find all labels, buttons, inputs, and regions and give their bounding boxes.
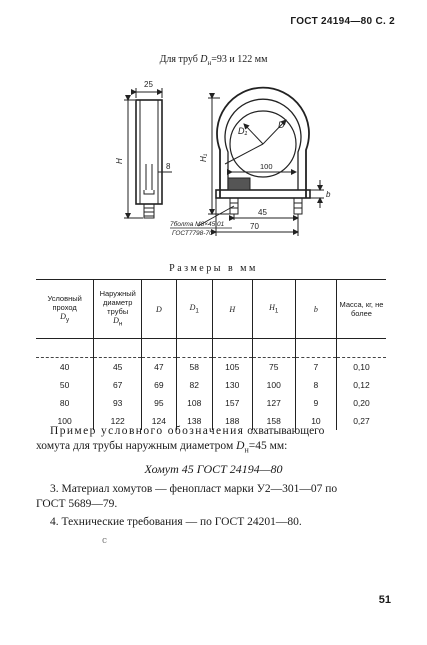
col-header-h1: $H_1$	[252, 280, 295, 339]
figure-caption: Для труб $D_н=93$ и 122 мм	[159, 54, 268, 67]
col-header-b: b	[295, 280, 336, 339]
sizes-table	[36, 279, 386, 430]
col-header-h: H	[212, 280, 252, 339]
page-header: ГОСТ 24194—80 С. 2	[290, 16, 395, 27]
page-number: 51	[378, 594, 391, 606]
col-header-d1: $D_1$	[176, 280, 212, 339]
dim-b: b	[326, 190, 331, 199]
col-header-mass: Масса, кг, не более	[336, 280, 386, 339]
table-header-row	[36, 280, 386, 339]
col-header-du: Условный проход $D_у$	[36, 280, 94, 339]
stray-mark: ⅽ	[102, 535, 108, 545]
requirements-paragraph: 4. Технические требования — по ГОСТ 24201—80.	[50, 516, 302, 528]
example-paragraph: Пример условного обозначения охватывающего хомута для трубы наружным диаметром $D_н=45$ мм:	[36, 425, 325, 455]
sizes-table-wrap	[36, 279, 386, 430]
dim-H: H	[115, 158, 124, 164]
col-header-d: D	[142, 280, 176, 339]
material-paragraph: 3. Материал хомутов — фенопласт марки У2—301—07 по ГОСТ 5689—79.	[36, 483, 338, 510]
col-header-dn: Наружный диаметр трубы $D_н$	[94, 280, 142, 339]
designation-formula: Хомут 45 ГОСТ 24194—80	[144, 462, 283, 476]
clamp-drawing	[80, 68, 350, 248]
dim-70: 70	[250, 222, 259, 231]
table-row: 40 45 47 58 105 75 7 0,10	[36, 358, 386, 377]
dim-100: 100	[260, 162, 273, 171]
dim-D1: D₁	[238, 126, 248, 136]
bolt-note-line2: ГОСТ7798-70	[172, 230, 213, 237]
dim-8: 8	[166, 162, 171, 171]
front-bolt-right	[294, 198, 302, 214]
dim-25: 25	[144, 80, 153, 89]
bolt-note-line1: 7болта М8×45.01	[170, 221, 225, 228]
table-row: 80 93 95 108 157 127 9 0,20	[36, 394, 386, 412]
dim-45: 45	[258, 208, 267, 217]
table-row: 100 122 124 138 188 158 10 0,27	[36, 412, 386, 430]
sizes-title: Размеры в мм	[169, 263, 258, 274]
table-row	[36, 339, 386, 358]
dim-H1: H₁	[199, 153, 208, 162]
dim-D: D	[278, 120, 285, 130]
clamp-base	[216, 190, 310, 198]
table-row: 50 67 69 82 130 100 8 0,12	[36, 376, 386, 394]
